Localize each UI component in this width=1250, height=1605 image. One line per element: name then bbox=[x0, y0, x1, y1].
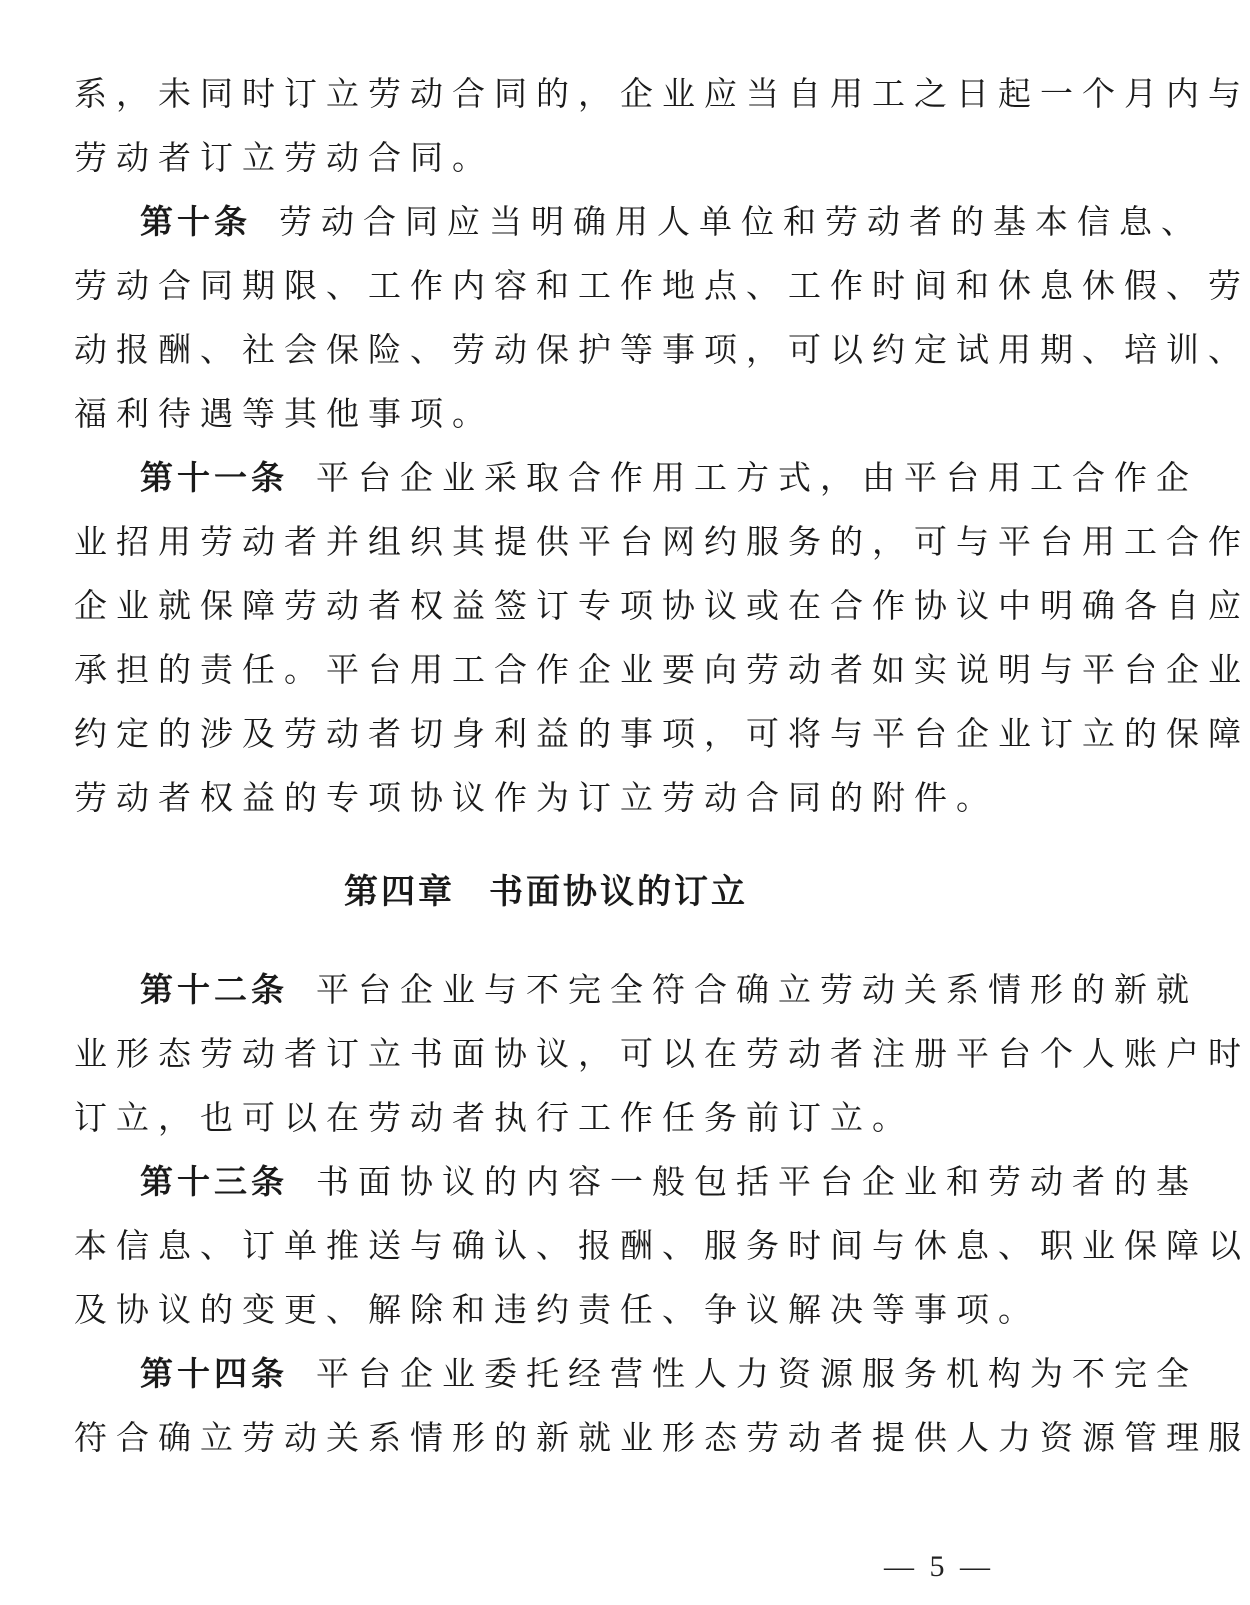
article-14-heading: 第十四条 bbox=[140, 1354, 288, 1393]
paragraph-line: 动报酬、社会保险、劳动保护等事项，可以约定试用期、培训、 bbox=[74, 330, 1250, 369]
paragraph-line: 劳动合同期限、工作内容和工作地点、工作时间和休息休假、劳 bbox=[74, 266, 1250, 305]
chapter-number: 第四章 bbox=[344, 872, 455, 912]
paragraph-line: 约定的涉及劳动者切身利益的事项，可将与平台企业订立的保障 bbox=[74, 714, 1250, 753]
paragraph-line: 承担的责任。平台用工合作企业要向劳动者如实说明与平台企业 bbox=[74, 650, 1250, 689]
article-12-heading: 第十二条 bbox=[140, 970, 288, 1009]
article-10-text: 劳动合同应当明确用人单位和劳动者的基本信息、 bbox=[279, 202, 1203, 241]
article-14-text: 平台企业委托经营性人力资源服务机构为不完全 bbox=[316, 1354, 1198, 1393]
article-13-heading: 第十三条 bbox=[140, 1162, 288, 1201]
chapter-title: 书面协议的订立 bbox=[489, 872, 748, 912]
article-14-line bbox=[74, 1342, 1198, 1406]
document-page bbox=[74, 62, 1250, 1470]
article-13-text: 书面协议的内容一般包括平台企业和劳动者的基 bbox=[316, 1162, 1198, 1201]
chapter-heading bbox=[74, 860, 1018, 924]
page-number: — 5 — bbox=[884, 1550, 994, 1583]
paragraph-line: 及协议的变更、解除和违约责任、争议解决等事项。 bbox=[74, 1290, 1040, 1329]
paragraph-line: 订立，也可以在劳动者执行工作任务前订立。 bbox=[74, 1098, 914, 1137]
article-10-line bbox=[74, 190, 1203, 254]
paragraph-line: 劳动者订立劳动合同。 bbox=[74, 138, 494, 177]
article-12-text: 平台企业与不完全符合确立劳动关系情形的新就 bbox=[316, 970, 1198, 1009]
article-13-line bbox=[74, 1150, 1198, 1214]
article-11-text: 平台企业采取合作用工方式，由平台用工合作企 bbox=[316, 458, 1198, 497]
article-10-heading: 第十条 bbox=[140, 202, 251, 241]
paragraph-line: 系，未同时订立劳动合同的，企业应当自用工之日起一个月内与 bbox=[74, 74, 1250, 113]
paragraph-line: 企业就保障劳动者权益签订专项协议或在合作协议中明确各自应 bbox=[74, 586, 1250, 625]
paragraph-line: 劳动者权益的专项协议作为订立劳动合同的附件。 bbox=[74, 778, 998, 817]
paragraph-line: 业招用劳动者并组织其提供平台网约服务的，可与平台用工合作 bbox=[74, 522, 1250, 561]
article-12-line bbox=[74, 958, 1198, 1022]
article-11-heading: 第十一条 bbox=[140, 458, 288, 497]
paragraph-line: 福利待遇等其他事项。 bbox=[74, 394, 494, 433]
paragraph-line: 符合确立劳动关系情形的新就业形态劳动者提供人力资源管理服 bbox=[74, 1418, 1250, 1457]
paragraph-line: 本信息、订单推送与确认、报酬、服务时间与休息、职业保障以 bbox=[74, 1226, 1250, 1265]
paragraph-line: 业形态劳动者订立书面协议，可以在劳动者注册平台个人账户时 bbox=[74, 1034, 1250, 1073]
article-11-line bbox=[74, 446, 1198, 510]
